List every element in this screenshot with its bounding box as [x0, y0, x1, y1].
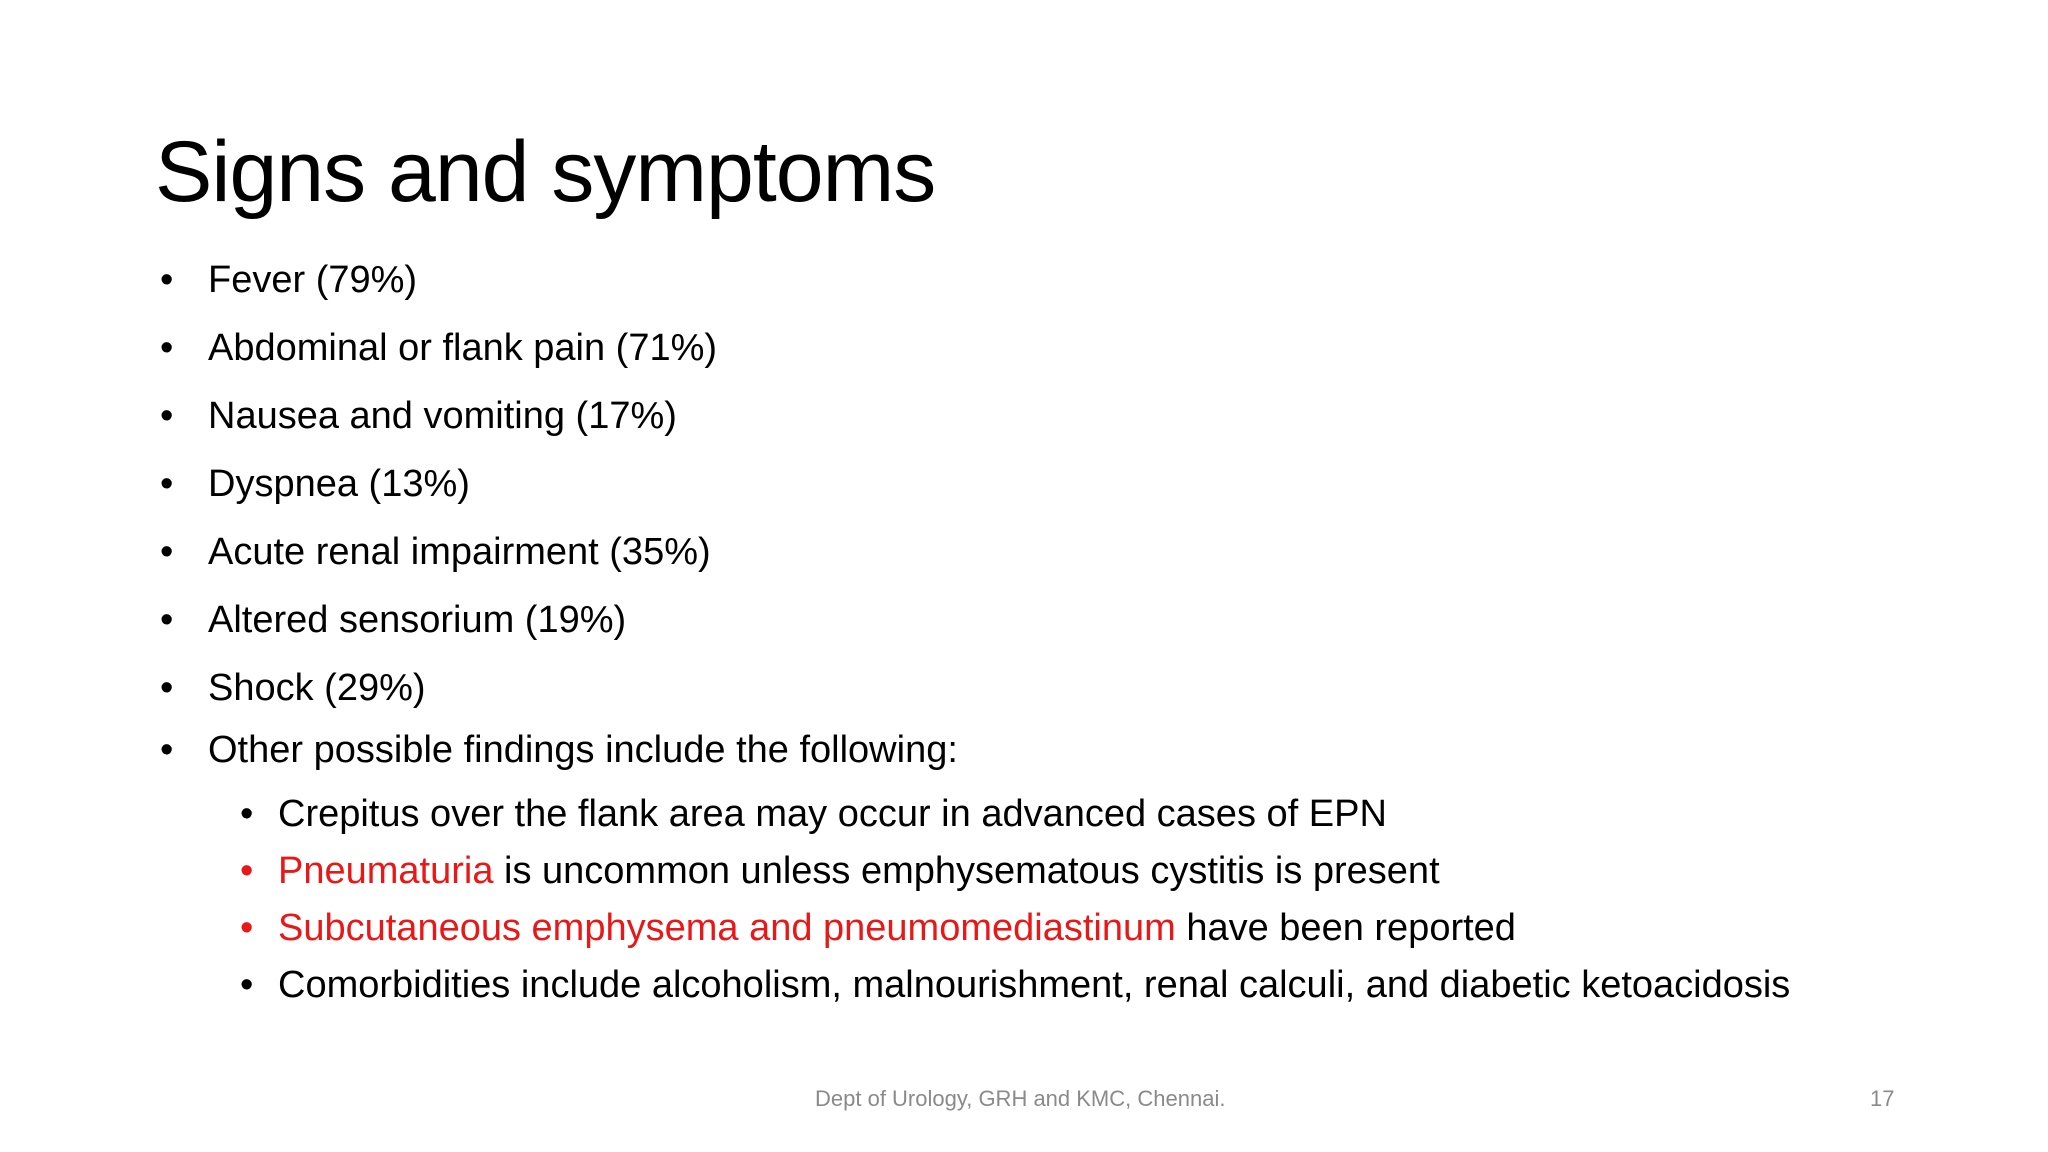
bullet-item [160, 314, 958, 382]
bullet-icon: • [160, 667, 174, 709]
bullet-icon: • [160, 259, 174, 301]
bullet-icon: • [160, 599, 174, 641]
bullet-icon: • [160, 729, 174, 771]
highlight-text: Subcutaneous emphysema and pneumomediastinum [278, 907, 1176, 949]
sub-bullet-item [240, 900, 1790, 957]
bullet-text: Dyspnea (13%) [208, 463, 470, 505]
page-number: 17 [1870, 1086, 1895, 1111]
sub-bullet-icon: • [240, 850, 254, 892]
bullet-item [160, 518, 958, 586]
sub-bullet-text: Comorbidities include alcoholism, malnourishment, renal calculi, and diabetic ketoacidosis [278, 964, 1791, 1006]
sub-bullet-icon: • [240, 907, 254, 949]
slide-title: Signs and symptoms [155, 124, 936, 220]
bullet-list [160, 246, 958, 778]
sub-bullet-icon: • [240, 964, 254, 1006]
bullet-item [160, 450, 958, 518]
highlight-text: Pneumaturia [278, 850, 494, 892]
bullet-text: Fever (79%) [208, 259, 418, 301]
bullet-text: Altered sensorium (19%) [208, 599, 627, 641]
sub-bullet-icon: • [240, 793, 254, 835]
bullet-icon: • [160, 463, 174, 505]
bullet-text: Shock (29%) [208, 667, 426, 709]
bullet-text: Other possible findings include the following: [208, 729, 958, 771]
bullet-icon: • [160, 531, 174, 573]
sub-bullet-text: is uncommon unless emphysematous cystitis is present [493, 850, 1440, 892]
bullet-icon: • [160, 327, 174, 369]
bullet-item [160, 722, 958, 778]
sub-bullet-text: Crepitus over the flank area may occur in advanced cases of EPN [278, 793, 1387, 835]
bullet-item [160, 246, 958, 314]
bullet-item [160, 654, 958, 722]
bullet-text: Acute renal impairment (35%) [208, 531, 711, 573]
bullet-text: Abdominal or flank pain (71%) [208, 327, 718, 369]
sub-bullet-list [240, 786, 1790, 1014]
bullet-item [160, 586, 958, 654]
bullet-icon: • [160, 395, 174, 437]
bullet-item [160, 382, 958, 450]
sub-bullet-text: have been reported [1175, 907, 1516, 949]
bullet-text: Nausea and vomiting (17%) [208, 395, 677, 437]
sub-bullet-item [240, 786, 1790, 843]
sub-bullet-item [240, 843, 1790, 900]
sub-bullet-item [240, 957, 1790, 1014]
slide-footer: Dept of Urology, GRH and KMC, Chennai. [815, 1086, 1226, 1111]
